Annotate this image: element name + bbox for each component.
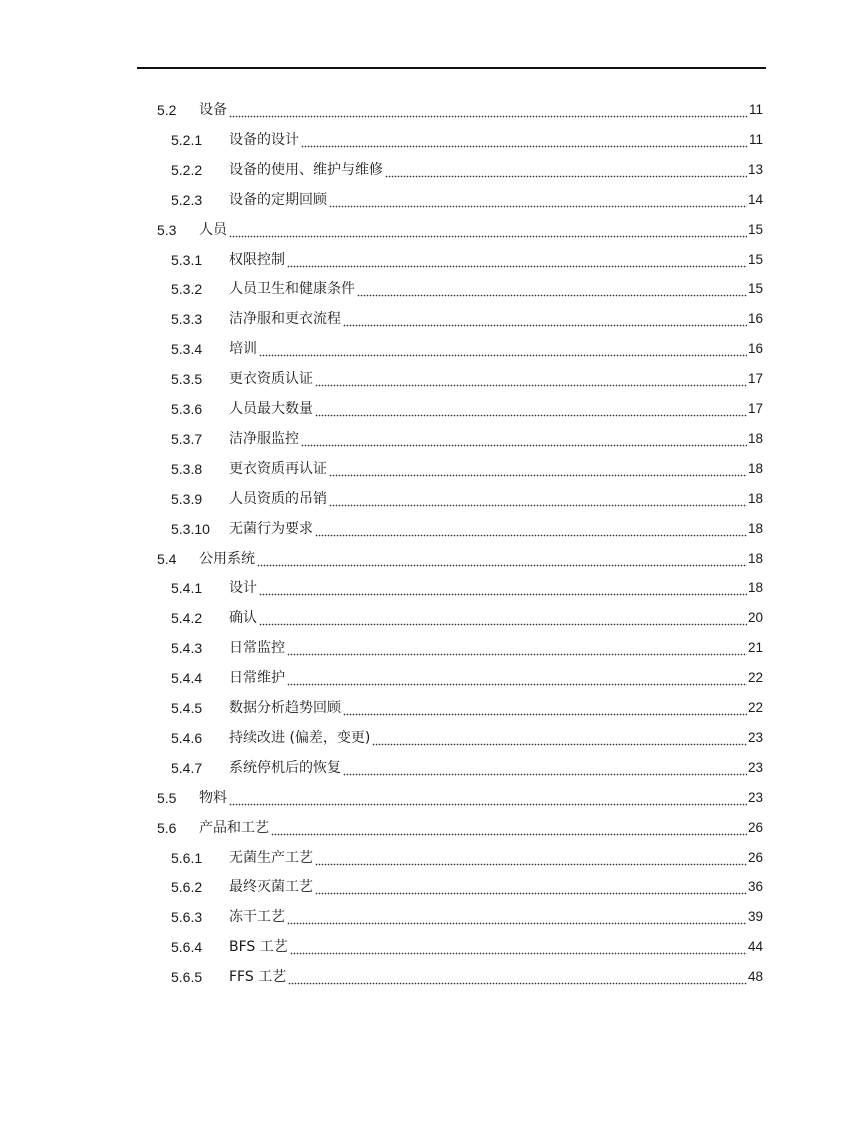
toc-entry-number: 5.3.6 xyxy=(171,401,203,417)
toc-entry-number: 5.4.6 xyxy=(171,729,203,746)
toc-dot-leader xyxy=(301,435,747,447)
toc-entry-number: 5.6.1 xyxy=(171,849,203,866)
toc-entry-title: 最终灭菌工艺 xyxy=(229,879,313,896)
toc-entry-number: 5.3.10 xyxy=(171,520,210,537)
toc-entry[interactable] xyxy=(157,815,763,841)
toc-entry-title: BFS 工艺 xyxy=(229,939,288,956)
toc-entry-page-number: 18 xyxy=(747,580,763,596)
toc-entry-page-number: 16 xyxy=(747,341,763,357)
toc-entry-page-number: 18 xyxy=(747,550,763,566)
toc-entry-page-number: 13 xyxy=(747,161,763,177)
toc-dot-leader xyxy=(315,854,747,866)
toc-entry-page-number: 11 xyxy=(748,131,763,147)
toc-entry-title: 设备的定期回顾 xyxy=(229,191,327,208)
toc-entry-page-number: 20 xyxy=(747,610,763,626)
toc-entry-page-number: 26 xyxy=(747,849,763,865)
toc-dot-leader xyxy=(287,913,747,925)
toc-entry-number: 5.3.2 xyxy=(171,281,203,298)
toc-entry-page-number: 18 xyxy=(747,460,763,476)
toc-dot-leader xyxy=(329,196,747,208)
toc-entry-title: 人员 xyxy=(199,221,227,238)
toc-entry-page-number: 11 xyxy=(748,102,763,117)
toc-entry-number: 5.3.4 xyxy=(171,341,203,358)
toc-entry[interactable] xyxy=(171,874,763,900)
toc-entry-page-number: 15 xyxy=(747,221,763,237)
toc-entry-page-number: 36 xyxy=(747,879,763,895)
toc-entry-number: 5.3.7 xyxy=(171,430,203,447)
toc-entry-number: 5.4.1 xyxy=(171,580,203,597)
toc-dot-leader xyxy=(357,285,747,297)
toc-entry-page-number: 23 xyxy=(747,729,763,745)
toc-entry-number: 5.2 xyxy=(157,102,177,118)
toc-entry-title: 冻干工艺 xyxy=(229,909,285,926)
toc-entry-number: 5.2.3 xyxy=(171,191,203,208)
toc-entry-number: 5.4.3 xyxy=(171,640,203,657)
toc-entry-page-number: 17 xyxy=(747,401,763,416)
toc-dot-leader xyxy=(259,345,747,357)
toc-entry[interactable] xyxy=(171,755,763,781)
toc-entry-page-number: 23 xyxy=(747,789,763,805)
toc-entry[interactable] xyxy=(171,157,763,183)
toc-dot-leader xyxy=(229,106,748,118)
toc-dot-leader xyxy=(257,555,747,567)
toc-entry[interactable] xyxy=(171,904,763,930)
toc-entry-title: 洁净服监控 xyxy=(229,430,299,447)
toc-entry[interactable] xyxy=(171,575,763,601)
toc-entry-title: 产品和工艺 xyxy=(199,819,269,836)
toc-dot-leader xyxy=(372,734,747,746)
toc-dot-leader xyxy=(287,644,747,656)
toc-dot-leader xyxy=(315,883,747,895)
toc-entry-number: 5.2.1 xyxy=(171,131,203,148)
toc-dot-leader xyxy=(329,465,747,477)
toc-dot-leader xyxy=(315,375,747,387)
toc-dot-leader xyxy=(229,226,747,238)
toc-entry-page-number: 22 xyxy=(747,670,763,686)
toc-entry[interactable] xyxy=(171,845,763,871)
toc-dot-leader xyxy=(287,674,747,686)
toc-dot-leader xyxy=(301,136,748,148)
toc-entry-page-number: 18 xyxy=(747,430,763,446)
toc-entry-page-number: 44 xyxy=(747,939,763,955)
toc-entry-page-number: 18 xyxy=(747,490,763,506)
toc-entry-title: 无菌生产工艺 xyxy=(229,849,313,866)
toc-entry-number: 5.6.2 xyxy=(171,879,203,896)
toc-entry[interactable] xyxy=(171,276,763,302)
toc-dot-leader xyxy=(287,256,747,268)
toc-dot-leader xyxy=(259,584,747,596)
toc-dot-leader xyxy=(343,315,747,327)
toc-entry-number: 5.4.2 xyxy=(171,610,203,627)
toc-entry-number: 5.3.5 xyxy=(171,371,203,388)
toc-entry-number: 5.6.3 xyxy=(171,909,203,926)
toc-entry[interactable] xyxy=(171,426,763,452)
toc-entry-title: 设计 xyxy=(229,580,257,597)
toc-dot-leader xyxy=(271,824,747,836)
toc-entry-page-number: 23 xyxy=(747,759,763,775)
toc-entry[interactable] xyxy=(171,964,763,990)
toc-entry-title: 设备的使用、维护与维修 xyxy=(229,161,383,178)
toc-entry-title: 培训 xyxy=(229,341,257,358)
toc-entry[interactable] xyxy=(157,785,763,811)
toc-entry-page-number: 22 xyxy=(747,700,763,715)
toc-dot-leader xyxy=(229,794,747,806)
toc-entry-page-number: 39 xyxy=(747,909,763,925)
toc-entry[interactable] xyxy=(171,695,763,721)
toc-entry-title: 物料 xyxy=(199,789,227,806)
toc-entry-number: 5.3 xyxy=(157,221,177,238)
toc-entry-title: 设备的设计 xyxy=(229,131,299,148)
toc-entry[interactable] xyxy=(171,336,763,362)
toc-entry-number: 5.5 xyxy=(157,789,177,806)
toc-entry-number: 5.6 xyxy=(157,819,177,836)
toc-entry-title: 更衣资质再认证 xyxy=(229,460,327,477)
toc-entry-title: 日常监控 xyxy=(229,640,285,657)
header-rule xyxy=(137,67,766,69)
toc-entry-number: 5.6.4 xyxy=(171,939,203,956)
toc-entry-page-number: 18 xyxy=(747,520,763,536)
toc-dot-leader xyxy=(288,973,747,985)
toc-entry-number: 5.4.5 xyxy=(171,700,203,716)
toc-dot-leader xyxy=(343,764,747,776)
toc-entry[interactable] xyxy=(171,486,763,512)
toc-entry[interactable] xyxy=(171,665,763,691)
toc-entry-page-number: 21 xyxy=(747,640,763,656)
toc-entry-title: 人员卫生和健康条件 xyxy=(229,281,355,298)
toc-entry-title: 权限控制 xyxy=(229,251,285,268)
toc-dot-leader xyxy=(343,704,747,716)
toc-entry[interactable] xyxy=(171,366,763,392)
toc-entry-number: 5.3.1 xyxy=(171,251,203,268)
toc-dot-leader xyxy=(315,525,747,537)
toc-entry-title: FFS 工艺 xyxy=(229,969,287,986)
toc-entry[interactable] xyxy=(171,934,763,960)
toc-entry[interactable] xyxy=(171,396,763,422)
toc-entry-title: 人员最大数量 xyxy=(229,401,313,417)
toc-entry[interactable] xyxy=(171,605,763,631)
toc-entry-title: 系统停机后的恢复 xyxy=(229,759,341,776)
toc-entry-title: 无菌行为要求 xyxy=(229,520,313,537)
toc-entry-number: 5.6.5 xyxy=(171,969,203,986)
toc-entry-page-number: 48 xyxy=(747,969,763,985)
toc-dot-leader xyxy=(290,943,747,955)
toc-dot-leader xyxy=(385,166,747,178)
toc-entry[interactable] xyxy=(171,516,763,542)
toc-entry[interactable] xyxy=(171,725,763,751)
toc-entry[interactable] xyxy=(157,217,763,243)
toc-entry-title: 更衣资质认证 xyxy=(229,371,313,388)
toc-entry-title: 设备 xyxy=(199,102,227,118)
toc-entry-page-number: 15 xyxy=(747,251,763,267)
toc-entry-title: 持续改进 (偏差，变更) xyxy=(229,729,371,746)
toc-entry-number: 5.4 xyxy=(157,550,177,567)
toc-entry[interactable] xyxy=(157,546,763,572)
toc-entry-page-number: 26 xyxy=(747,819,763,835)
toc-entry-title: 洁净服和更衣流程 xyxy=(229,311,341,328)
toc-dot-leader xyxy=(259,614,747,626)
toc-entry[interactable] xyxy=(171,306,763,332)
toc-entry[interactable] xyxy=(171,247,763,273)
toc-entry[interactable] xyxy=(171,456,763,482)
toc-dot-leader xyxy=(329,495,747,507)
toc-entry[interactable] xyxy=(171,127,763,153)
toc-entry[interactable] xyxy=(157,97,763,123)
toc-entry-title: 数据分析趋势回顾 xyxy=(229,700,341,716)
toc-entry-page-number: 15 xyxy=(747,281,763,297)
toc-entry-number: 5.4.4 xyxy=(171,670,203,687)
toc-entry[interactable] xyxy=(171,635,763,661)
toc-entry-page-number: 17 xyxy=(747,371,763,387)
toc-entry-title: 确认 xyxy=(229,610,257,627)
toc-entry-number: 5.3.9 xyxy=(171,490,203,507)
toc-entry-page-number: 14 xyxy=(747,191,763,207)
toc-entry-number: 5.3.8 xyxy=(171,460,203,477)
toc-dot-leader xyxy=(315,405,747,417)
toc-entry-title: 人员资质的吊销 xyxy=(229,490,327,507)
toc-entry-number: 5.2.2 xyxy=(171,161,203,178)
toc-entry[interactable] xyxy=(171,187,763,213)
toc-entry-number: 5.3.3 xyxy=(171,311,203,328)
toc-entry-number: 5.4.7 xyxy=(171,759,203,776)
toc-entry-title: 公用系统 xyxy=(199,550,255,567)
toc-entry-page-number: 16 xyxy=(747,311,763,327)
toc-entry-title: 日常维护 xyxy=(229,670,285,687)
